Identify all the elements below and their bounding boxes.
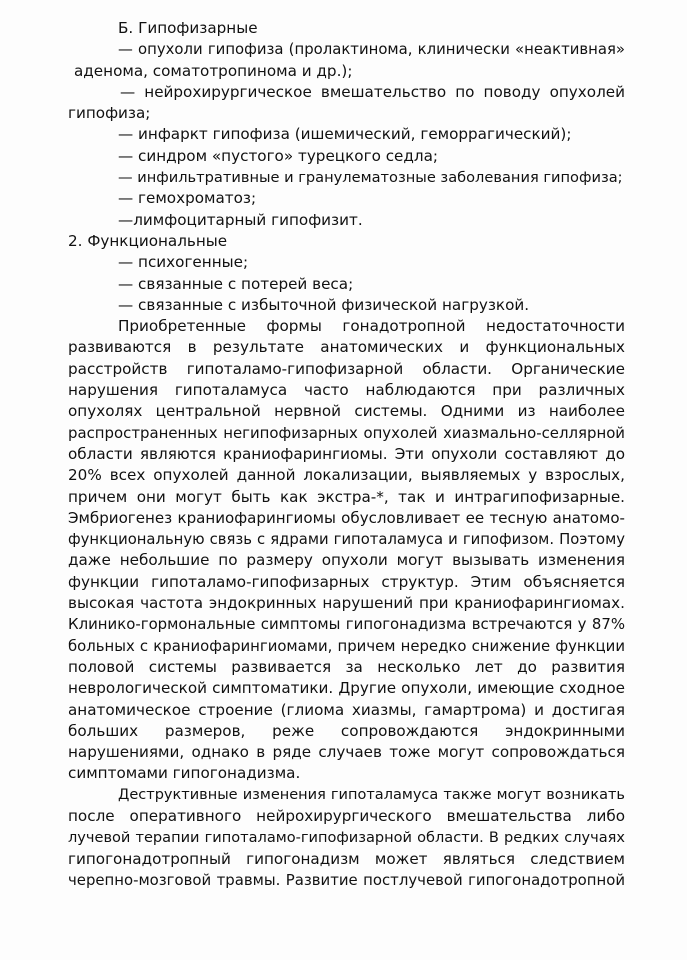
paragraph-line: развиваются в результате анатомических и функциональных — [68, 338, 625, 357]
paragraph-line: черепно-мозговой травмы. Развитие постлучевой гипогонадотропной — [68, 870, 625, 889]
list-item: — инфаркт гипофиза (ишемический, геморрагический); — [118, 125, 572, 144]
paragraph-line: после оперативного нейрохирургического вмешательства либо — [68, 806, 625, 825]
section-heading: Б. Гипофизарные — [118, 19, 258, 37]
paragraph-line: даже небольшие по размеру опухоли могут вызывать изменения — [68, 551, 625, 570]
paragraph-line: функции гипоталамо-гипофизарных структур. Этим объясняется — [68, 572, 625, 591]
list-item: — связанные с избыточной физической нагрузкой. — [118, 295, 530, 314]
paragraph-line: больных с краниофарингиомами, причем нередко снижение функции — [68, 636, 625, 655]
list-item: — синдром «пустого» турецкого седла; — [118, 146, 439, 165]
section-2 — [68, 231, 625, 316]
list-item: — нейрохирургическое вмешательство по поводу опухолей — [120, 82, 625, 101]
paragraph-line: высокая частота эндокринных нарушений при краниофарингиомах. — [68, 594, 625, 613]
list-item-continuation: аденома, соматотропинома и др.); — [74, 61, 353, 80]
paragraph-line: причем они могут быть как экстра-*, так и интрагипофизарные. — [68, 487, 625, 506]
section-heading: 2. Функциональные — [68, 231, 228, 250]
paragraph-line: половой системы развивается за несколько лет до развития — [68, 657, 625, 676]
list-item: — инфильтративные и гранулематозные заболевания гипофиза; — [118, 169, 623, 187]
paragraph-line: опухолях центральной нервной системы. Одними из наиболее — [68, 402, 625, 421]
paragraph-line: 20% всех опухолей данной локализации, выявляемых у взрослых, — [68, 466, 625, 485]
list-item: — психогенные; — [118, 253, 249, 272]
paragraph-line: больших размеров, реже сопровождаются эндокринными — [68, 721, 625, 740]
paragraph-line: лучевой терапии гипоталамо-гипофизарной области. В редких случаях — [68, 829, 625, 847]
paragraph-line: Приобретенные формы гонадотропной недостаточности — [118, 317, 625, 336]
paragraph-line: Клинико-гормональные симптомы гипогонадизма встречаются у 87% — [68, 615, 625, 634]
paragraph-line: распространенных негипофизарных опухолей хиазмально-селлярной — [68, 423, 625, 442]
paragraph-line: анатомическое строение (глиома хиазмы, гамартрома) и достигая — [68, 700, 625, 719]
paragraph-line: Деструктивные изменения гипоталамуса также могут возникать — [118, 786, 625, 803]
paragraph-line: Эмбриогенез краниофарингиомы обусловливает ее тесную анатомо- — [68, 508, 625, 527]
paragraph-line: области являются краниофарингиомы. Эти опухоли составляют до — [68, 444, 625, 463]
paragraph-line: неврологической симптоматики. Другие опухоли, имеющие сходное — [68, 679, 625, 698]
paragraph-line: гипогонадотропный гипогонадизм может являться следствием — [68, 849, 625, 868]
list-item: —лимфоцитарный гипофизит. — [118, 210, 363, 229]
paragraph-line: нарушения гипоталамуса часто наблюдаются при различных — [68, 381, 625, 400]
paragraph-line: расстройств гипоталамо-гипофизарной области. Органические — [68, 359, 625, 378]
list-item: — опухоли гипофиза (пролактинома, клинически «неактивная» — [118, 40, 625, 59]
section-b — [68, 18, 625, 231]
paragraph-1 — [68, 316, 625, 785]
paragraph-2 — [68, 785, 625, 891]
paragraph-line: нарушениями, однако в ряде случаев тоже могут сопровождаться — [68, 743, 625, 762]
paragraph-line: функциональную связь с ядрами гипоталамуса и гипофизом. Поэтому — [68, 531, 625, 549]
paragraph-line: симптомами гипогонадизма. — [68, 764, 301, 783]
list-item-continuation: гипофиза; — [68, 104, 151, 123]
list-item: — связанные с потерей веса; — [118, 274, 354, 293]
list-item: — гемохроматоз; — [118, 189, 257, 208]
